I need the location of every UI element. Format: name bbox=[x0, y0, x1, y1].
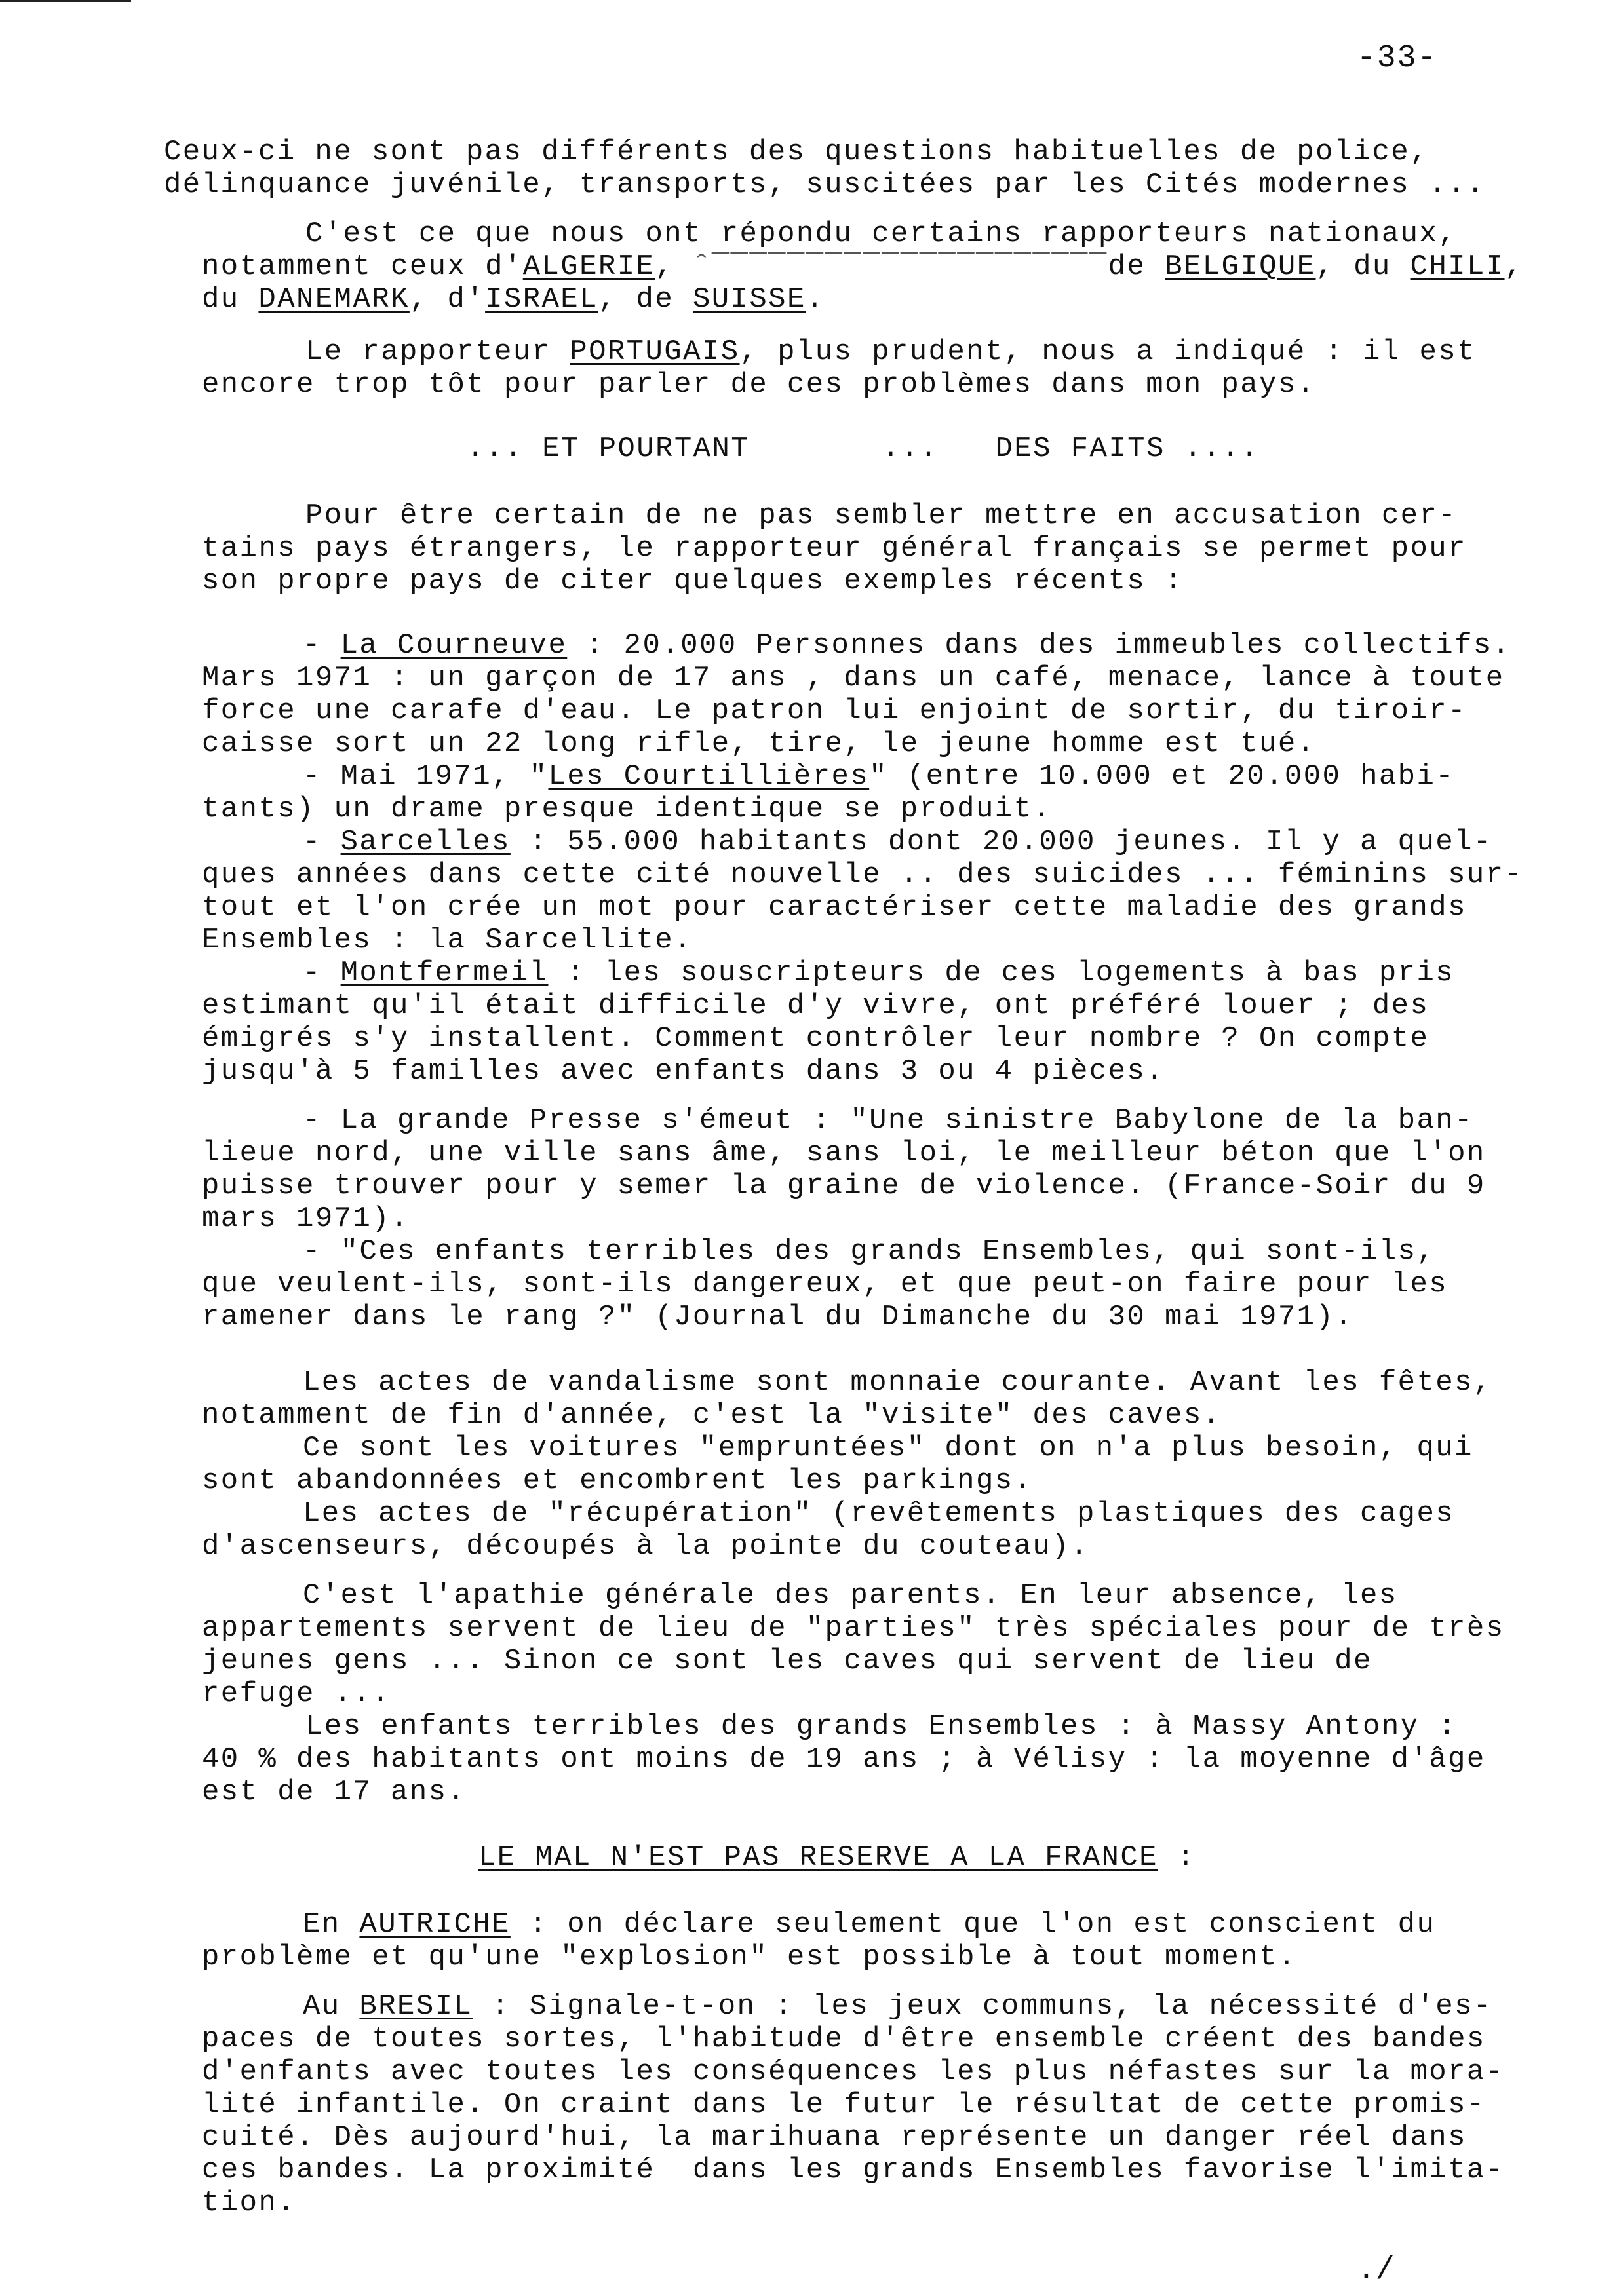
heading-le-mal: LE MAL N'EST PAS RESERVE A LA FRANCE : bbox=[478, 1841, 1196, 1874]
courtillieres-line-2: tants) un drame presque identique se produit. bbox=[202, 793, 1052, 826]
vandalisme-line-1: Les actes de vandalisme sont monnaie courante. Avant les fêtes, bbox=[303, 1366, 1492, 1399]
country-portugais: PORTUGAIS bbox=[570, 335, 740, 368]
intro-line-1: Ceux-ci ne sont pas différents des questions habituelles de police, bbox=[164, 136, 1429, 168]
apathie-line-4: refuge ... bbox=[202, 1677, 391, 1710]
apathie-line-5: Les enfants terribles des grands Ensembles : à Massy Antony : bbox=[305, 1710, 1458, 1743]
autriche-line-1: En AUTRICHE : on déclare seulement que l'on est conscient du bbox=[303, 1908, 1436, 1941]
portugal-line-2: encore trop tôt pour parler de ces problèmes dans mon pays. bbox=[202, 368, 1316, 401]
courneuve-line-4: caisse sort un 22 long rifle, tire, le jeune homme est tué. bbox=[202, 727, 1316, 760]
apathie-line-3: jeunes gens ... Sinon ce sont les caves qui servent de lieu de bbox=[202, 1645, 1372, 1677]
vandalisme-line-2: notamment de fin d'année, c'est la "visite" des caves. bbox=[202, 1399, 1222, 1432]
autriche-line-2: problème et qu'une "explosion" est possible à tout moment. bbox=[202, 1941, 1297, 1974]
presse-line-7: ramener dans le rang ?" (Journal du Dimanche du 30 mai 1971). bbox=[202, 1301, 1354, 1333]
country-danemark: DANEMARK bbox=[258, 283, 410, 316]
apathie-line-1: C'est l'apathie générale des parents. En leur absence, les bbox=[303, 1579, 1398, 1612]
presse-line-2: lieue nord, une ville sans âme, sans loi, le meilleur béton que l'on bbox=[202, 1137, 1486, 1170]
country-algerie: ALGERIE bbox=[522, 250, 655, 283]
montfermeil-line-2: estimant qu'il était difficile d'y vivre, ont préféré louer ; des bbox=[202, 989, 1430, 1022]
bresil-line-6: ces bandes. La proximité dans les grands Ensembles favorise l'imita- bbox=[202, 2154, 1505, 2187]
reporters-line-2: notamment ceux d'ALGERIE, ˆ‾‾‾‾‾‾‾‾‾‾‾‾‾‾‾‾‾‾‾‾‾de BELGIQUE, du CHILI, bbox=[202, 250, 1524, 283]
vandalisme-line-4: sont abandonnées et encombrent les parkings. bbox=[202, 1464, 1033, 1497]
presse-line-5: - "Ces enfants terribles des grands Ensembles, qui sont-ils, bbox=[303, 1235, 1436, 1268]
redacted-text: ˆ‾‾‾‾‾‾‾‾‾‾‾‾‾‾‾‾‾‾‾‾‾ bbox=[692, 250, 1108, 283]
place-la-courneuve: La Courneuve bbox=[340, 629, 568, 662]
general-line-1: Pour être certain de ne pas sembler mettre en accusation cer- bbox=[305, 499, 1458, 532]
general-line-3: son propre pays de citer quelques exemples récents : bbox=[202, 565, 1184, 598]
sarcelles-line-3: tout et l'on crée un mot pour caractériser cette maladie des grands bbox=[202, 891, 1467, 924]
apathie-line-6: 40 % des habitants ont moins de 19 ans ; à Vélisy : la moyenne d'âge bbox=[202, 1743, 1486, 1776]
vandalisme-line-5: Les actes de "récupération" (revêtements plastiques des cages bbox=[303, 1497, 1455, 1530]
corner-rule bbox=[0, 0, 131, 2]
bresil-line-7: tion. bbox=[202, 2187, 297, 2219]
place-les-courtillieres: Les Courtillières bbox=[548, 760, 870, 793]
montfermeil-line-4: jusqu'à 5 familles avec enfants dans 3 ou 4 pièces. bbox=[202, 1055, 1165, 1088]
country-bresil: BRESIL bbox=[359, 1990, 473, 2023]
presse-line-4: mars 1971). bbox=[202, 1202, 410, 1235]
bresil-line-4: lité infantile. On craint dans le futur le résultat de cette promis- bbox=[202, 2088, 1486, 2121]
place-montfermeil: Montfermeil bbox=[340, 957, 549, 989]
apathie-line-7: est de 17 ans. bbox=[202, 1776, 467, 1808]
apathie-line-2: appartements servent de lieu de "parties" très spéciales pour de très bbox=[202, 1612, 1505, 1645]
courtillieres-line-1: - Mai 1971, "Les Courtillières" (entre 10.000 et 20.000 habi- bbox=[303, 760, 1455, 793]
courneuve-line-2: Mars 1971 : un garçon de 17 ans , dans un café, menace, lance à toute bbox=[202, 662, 1505, 695]
page-number: -33- bbox=[1357, 41, 1438, 76]
continuation-mark: ./ bbox=[1357, 2253, 1395, 2288]
vandalisme-line-6: d'ascenseurs, découpés à la pointe du couteau). bbox=[202, 1530, 1089, 1563]
country-chili: CHILI bbox=[1410, 250, 1505, 283]
bresil-line-3: d'enfants avec toutes les conséquences les plus néfastes sur la mora- bbox=[202, 2056, 1505, 2088]
portugal-line-1: Le rapporteur PORTUGAIS, plus prudent, nous a indiqué : il est bbox=[305, 335, 1476, 368]
country-belgique: BELGIQUE bbox=[1165, 250, 1316, 283]
intro-line-2: délinquance juvénile, transports, suscitées par les Cités modernes ... bbox=[164, 168, 1486, 201]
country-suisse: SUISSE bbox=[692, 283, 806, 316]
bresil-line-2: paces de toutes sortes, l'habitude d'être ensemble créent des bandes bbox=[202, 2023, 1486, 2056]
sarcelles-line-2: ques années dans cette cité nouvelle .. des suicides ... féminins sur- bbox=[202, 858, 1524, 891]
courneuve-line-1: - La Courneuve : 20.000 Personnes dans des immeubles collectifs. bbox=[303, 629, 1511, 662]
general-line-2: tains pays étrangers, le rapporteur général français se permet pour bbox=[202, 532, 1467, 565]
country-israel: ISRAEL bbox=[485, 283, 598, 316]
vandalisme-line-3: Ce sont les voitures "empruntées" dont on n'a plus besoin, qui bbox=[303, 1432, 1473, 1464]
bresil-line-5: cuité. Dès aujourd'hui, la marihuana représente un danger réel dans bbox=[202, 2121, 1467, 2154]
sarcelles-line-1: - Sarcelles : 55.000 habitants dont 20.000 jeunes. Il y a quel- bbox=[303, 826, 1492, 858]
reporters-line-1: C'est ce que nous ont répondu certains rapporteurs nationaux, bbox=[305, 218, 1458, 250]
presse-line-1: - La grande Presse s'émeut : "Une sinistre Babylone de la ban- bbox=[303, 1104, 1473, 1137]
reporters-line-3: du DANEMARK, d'ISRAEL, de SUISSE. bbox=[202, 283, 825, 316]
place-sarcelles: Sarcelles bbox=[340, 826, 511, 858]
country-autriche: AUTRICHE bbox=[359, 1908, 511, 1941]
sarcelles-line-4: Ensembles : la Sarcellite. bbox=[202, 924, 693, 957]
courneuve-line-3: force une carafe d'eau. Le patron lui enjoint de sortir, du tiroir- bbox=[202, 695, 1467, 727]
bresil-line-1: Au BRESIL : Signale-t-on : les jeux communs, la nécessité d'es- bbox=[303, 1990, 1492, 2023]
montfermeil-line-3: émigrés s'y installent. Comment contrôler leur nombre ? On compte bbox=[202, 1022, 1430, 1055]
heading-des-faits: ... ET POURTANT ... DES FAITS .... bbox=[467, 432, 1260, 465]
presse-line-3: puisse trouver pour y semer la graine de violence. (France-Soir du 9 bbox=[202, 1170, 1486, 1202]
montfermeil-line-1: - Montfermeil : les souscripteurs de ces logements à bas pris bbox=[303, 957, 1455, 989]
presse-line-6: que veulent-ils, sont-ils dangereux, et que peut-on faire pour les bbox=[202, 1268, 1449, 1301]
